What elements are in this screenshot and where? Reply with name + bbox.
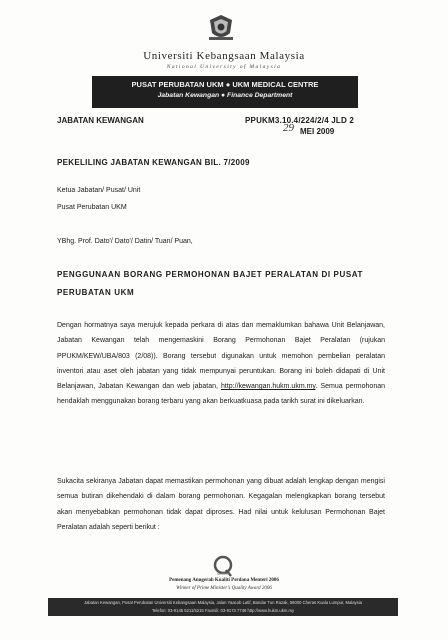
banner-line-2: Jabatan Kewangan ● Finance Department: [157, 92, 293, 99]
recipient-line-1: Ketua Jabatan/ Pusat/ Unit: [57, 187, 141, 194]
footer-contacts: Telefon: 03-9145 5211/5215 Faxmili: 03-9173 7748 http://www.hukm.ukm.my: [151, 607, 295, 613]
award-line-2: Winner of Prime Minister's Quality Award 2006: [176, 586, 272, 591]
handwritten-date-day: 29: [283, 122, 294, 134]
body-paragraph-1: [57, 318, 385, 410]
department-banner: [92, 76, 358, 108]
body-paragraph-2: Sukacita sekiranya Jabatan dapat memastikan permohonan yang dibuat adalah lengkap dengan mengisi semua butiran dikehendaki di dalam borang permohonan. Kegagalan melengkapkan borang tersebut akan menyebabkan permohonan tidak dapat diproses. Had nilai untuk kelulusan Permohonan Bajet Peralatan adalah seperti berikut :: [57, 478, 385, 531]
department-label: JABATAN KEWANGAN: [57, 116, 144, 125]
university-crest-icon: [206, 13, 236, 43]
footer-address-bar: [48, 598, 398, 616]
quality-award-logo-icon: [211, 554, 235, 578]
paragraph-1-text-a: Dengan hormatnya saya merujuk kepada perkara di atas dan memaklumkan bahawa Unit Belanjawan, Jabatan Kewangan telah mengemaskini Borang Permohonan Bajet Peralatan (rujukan PPUKM/KEW/UBA/803 (2/08)). Borang tersebut digunakan untuk memohon pembelian peralatan inventori atau aset oleh jabatan yang tidak mempunyai peruntukan. Borang ini boleh didapati di Unit Belanjawan, Jabatan Kewangan dan web jabatan,: [57, 322, 385, 391]
letter-date: MEI 2009: [300, 127, 335, 136]
footer-address: Jabatan Kewangan, Pusat Perubatan Universiti Kebangsaan Malaysia, Jalan Yaacob Latif, Bandar Tun Razak, 56000 Cheras Kuala Lumpur, Malaysia: [83, 600, 363, 605]
subject-heading: PENGGUNAAN BORANG PERMOHONAN BAJET PERALATAN DI PUSAT PERUBATAN UKM: [57, 270, 364, 297]
paragraph-1-text-b: . Semua permohonan hendaklah menggunakan borang terbaru yang akan berkuatkuasa pada tarikh surat ini dikeluarkan.: [57, 383, 385, 406]
reference-number: PPUKM3.10.4/224/2/4 JLD 2: [245, 116, 355, 125]
circular-title: PEKELILING JABATAN KEWANGAN BIL. 7/2009: [57, 158, 250, 167]
recipient-line-2: Pusat Perubatan UKM: [57, 204, 127, 211]
university-name: Universiti Kebangsaan Malaysia: [143, 50, 305, 62]
salutation: YBhg. Prof. Dato'/ Dato'/ Datin/ Tuan/ Puan,: [57, 238, 193, 245]
banner-line-1: PUSAT PERUBATAN UKM ● UKM MEDICAL CENTRE: [131, 80, 319, 89]
department-website-link[interactable]: http://kewangan.hukm.ukm.my: [221, 383, 316, 391]
university-tagline: National University of Malaysia: [166, 64, 282, 70]
award-line-1: Pemenang Anugerah Kualiti Perdana Menteri 2006: [169, 578, 279, 583]
